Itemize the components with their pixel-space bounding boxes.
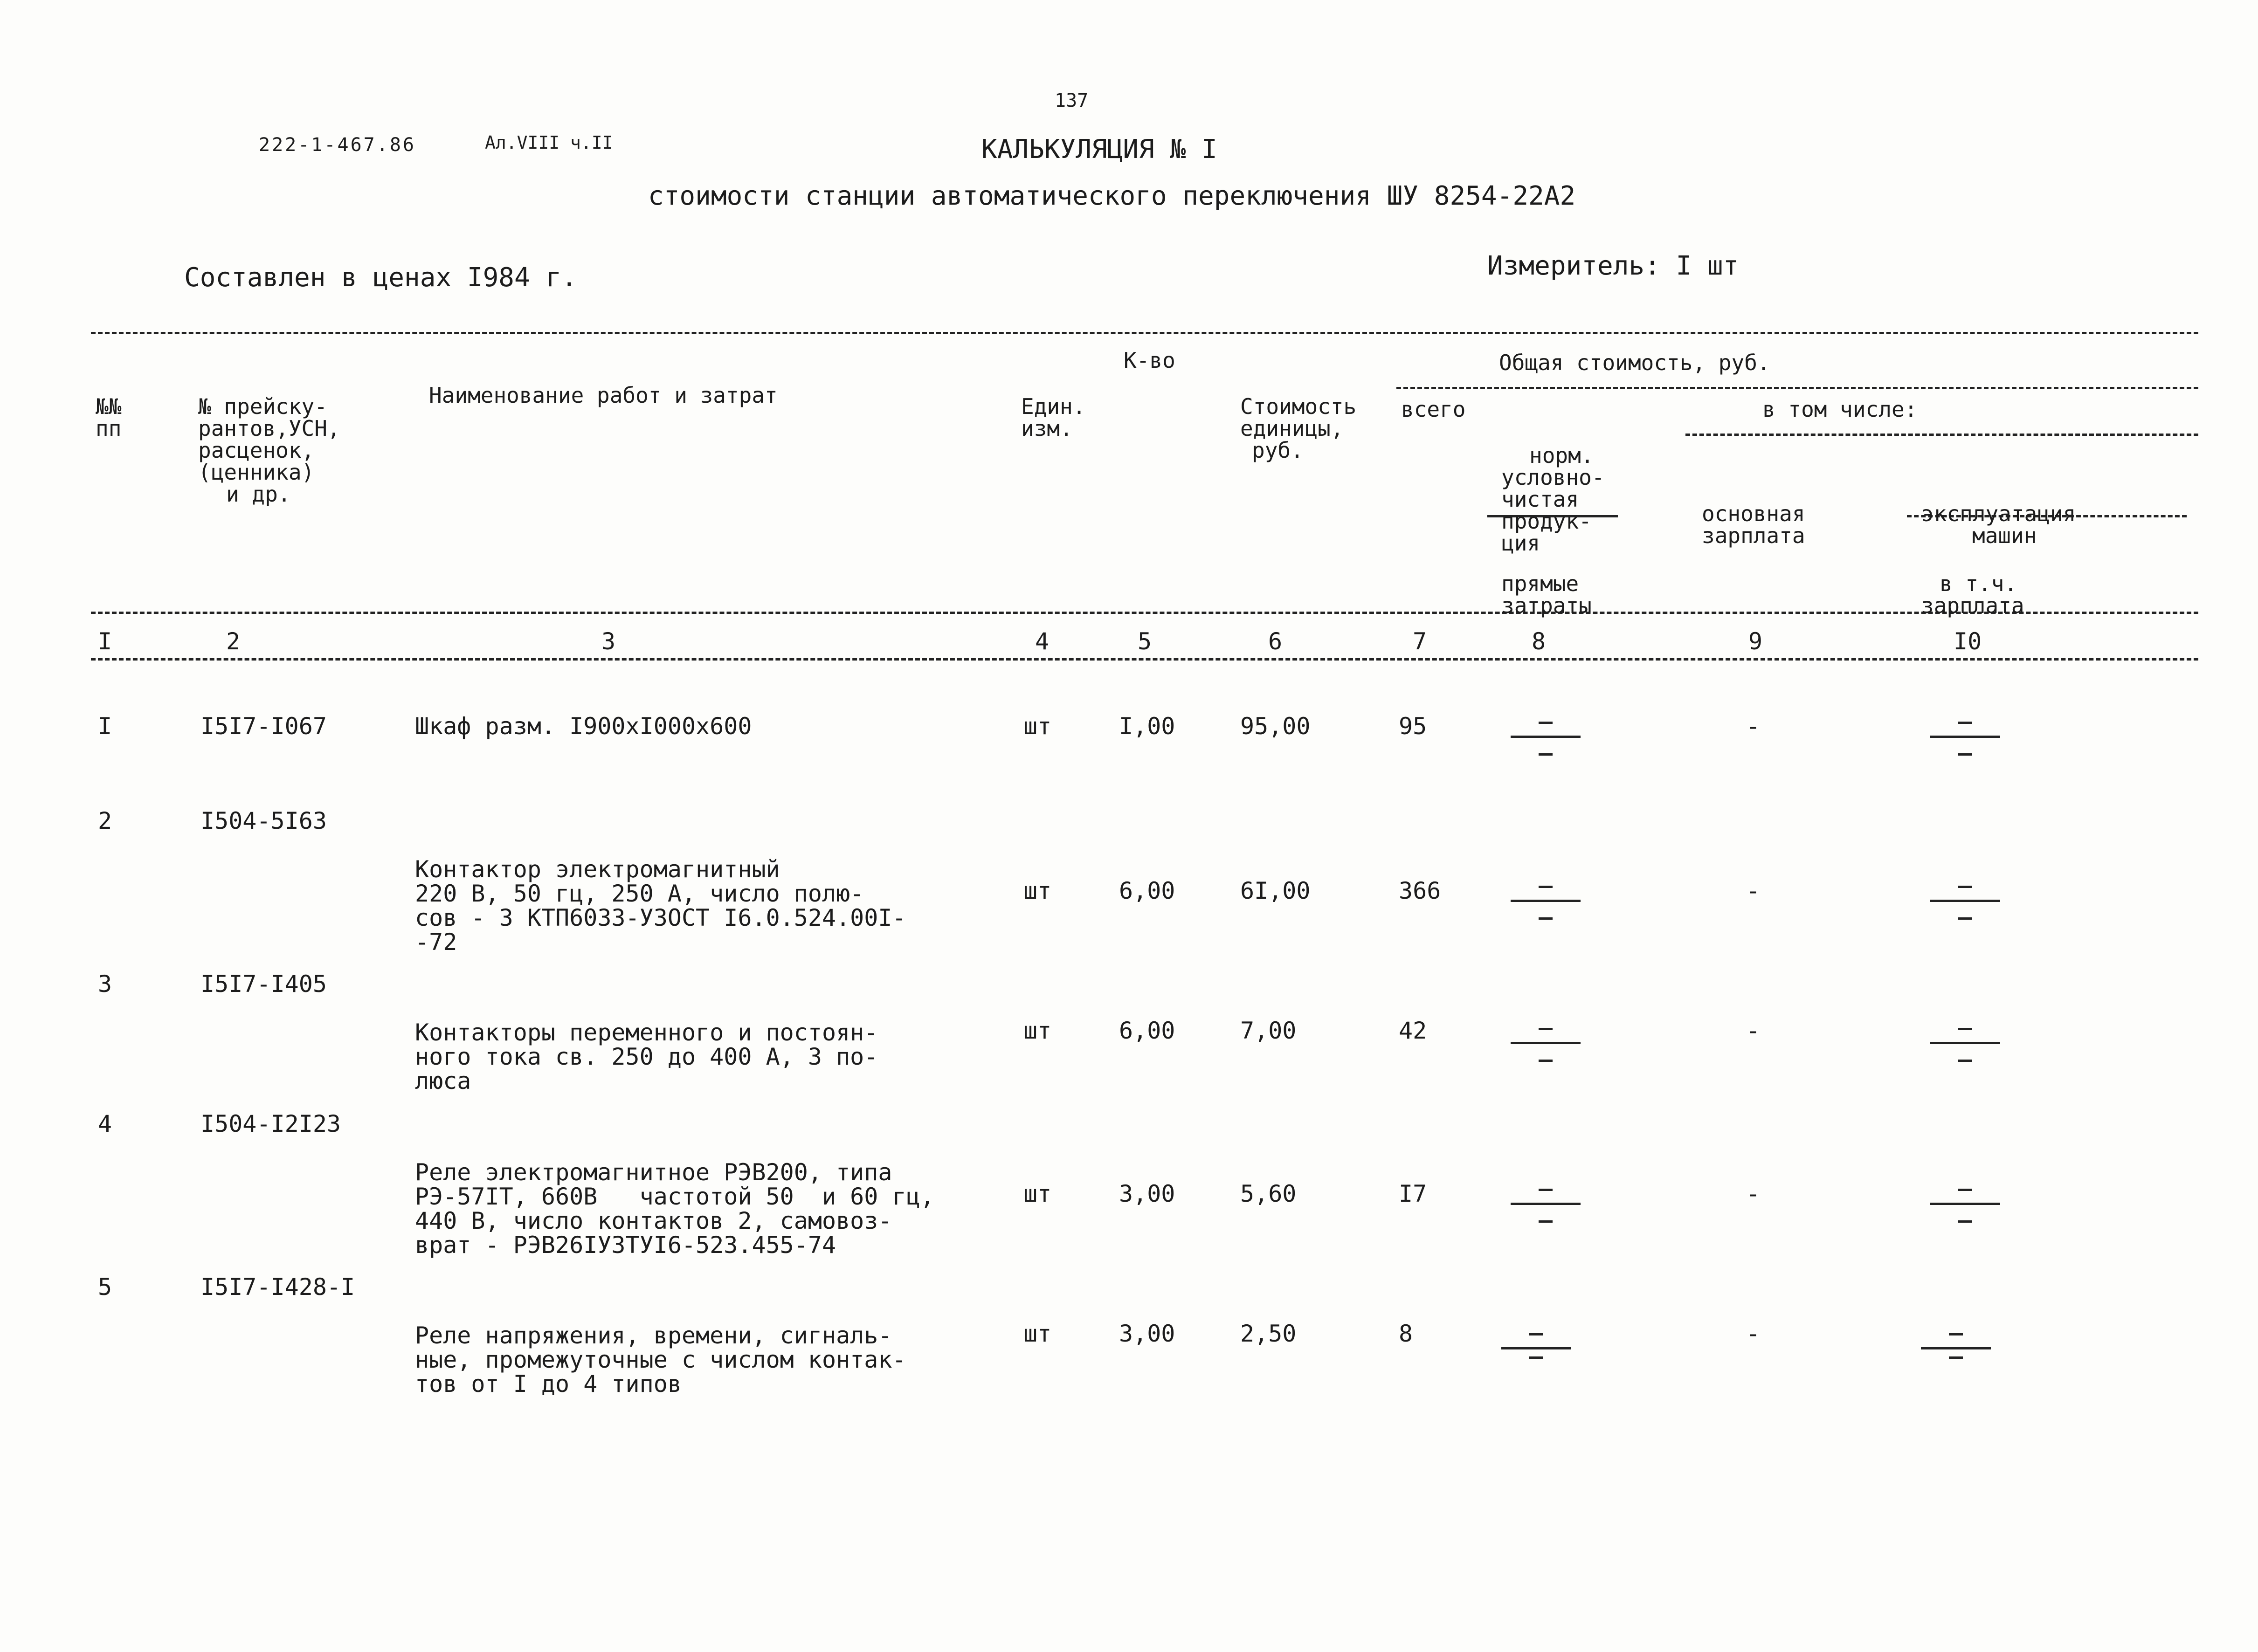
column-number: 6 xyxy=(1268,628,1283,655)
header-col9: основная зарплата xyxy=(1702,501,1805,548)
total-cost-rule xyxy=(1396,387,2198,389)
row-name: Контакторы переменного и постоян- ного тока св. 250 до 400 А, 3 по- люса xyxy=(415,1019,878,1094)
column-number: 3 xyxy=(601,628,616,655)
row-name: Реле электромагнитное РЭВ200, типа РЭ-57IТ, 660В частотой 50 и 60 гц, 440 В, число контактов 2, самовоз- врат - РЭВ26IУ3ТУI6-523.455-74 xyxy=(415,1159,934,1259)
row-qty: I,00 xyxy=(1119,713,1175,740)
row-name: Реле напряжения, времени, сигналь- ные, промежуточные с числом контак- тов от I до 4 типов xyxy=(415,1322,906,1397)
header-col10: эксплуатация машин xyxy=(1921,501,2076,548)
column-number: 5 xyxy=(1138,628,1152,655)
header-col8-sub: прямые затраты xyxy=(1501,571,1592,618)
row-unit: шт xyxy=(1023,1320,1052,1347)
row-qty: 3,00 xyxy=(1119,1180,1175,1207)
header-bottom-rule xyxy=(91,612,2198,614)
row-unit: шт xyxy=(1023,1017,1052,1044)
row-number: 4 xyxy=(98,1110,112,1137)
row-col8-dash xyxy=(1501,1333,1571,1384)
row-col9: - xyxy=(1746,1017,1761,1044)
measure-unit: Измеритель: I шт xyxy=(1487,251,1739,281)
header-col6: Стоимость единицы, руб. xyxy=(1240,394,1357,463)
row-number: 3 xyxy=(98,971,112,998)
header-col5: К-во xyxy=(1124,348,1175,373)
header-col1: №№ пп xyxy=(96,394,122,441)
header-col4: Един. изм. xyxy=(1021,394,1086,441)
column-number: 7 xyxy=(1413,628,1427,655)
row-name: Контактор электромагнитный 220 В, 50 гц, 250 А, число полю- сов - 3 КТП6033-У3ОСТ I6.0.524.00I- -72 xyxy=(415,856,906,956)
header-total-cost: Общая стоимость, руб. xyxy=(1499,350,1770,375)
header-col2: № прейску- рантов,УСН, расценок, (ценника) и др. xyxy=(198,394,340,507)
row-col8-dash xyxy=(1511,722,1581,773)
row-code: I504-5I63 xyxy=(200,807,327,834)
row-col9: - xyxy=(1746,713,1761,740)
row-unit: шт xyxy=(1023,713,1052,740)
row-col8-dash xyxy=(1511,1189,1581,1240)
header-col3: Наименование работ и затрат xyxy=(429,383,778,408)
row-price: 2,50 xyxy=(1240,1320,1297,1347)
row-qty: 6,00 xyxy=(1119,1017,1175,1044)
row-col10-dash xyxy=(1930,1189,2000,1240)
row-price: 6I,00 xyxy=(1240,877,1311,904)
row-code: I504-I2I23 xyxy=(200,1110,341,1137)
including-rule xyxy=(1685,434,2198,436)
row-code: I5I7-I405 xyxy=(200,971,327,998)
row-price: 5,60 xyxy=(1240,1180,1297,1207)
row-total: I7 xyxy=(1399,1180,1427,1207)
row-col10-dash xyxy=(1930,886,2000,937)
row-unit: шт xyxy=(1023,1180,1052,1207)
row-col10-dash xyxy=(1921,1333,1991,1384)
column-number: I xyxy=(98,628,112,655)
row-total: 8 xyxy=(1399,1320,1413,1347)
row-col9: - xyxy=(1746,877,1761,904)
row-col10-dash xyxy=(1930,1028,2000,1079)
row-name: Шкаф разм. I900xI000x600 xyxy=(415,713,752,740)
row-number: 2 xyxy=(98,807,112,834)
column-number: 9 xyxy=(1748,628,1763,655)
table-top-rule xyxy=(91,332,2198,334)
document-code: 222-1-467.86 xyxy=(259,134,416,156)
page-title: КАЛЬКУЛЯЦИЯ № I xyxy=(981,134,1217,165)
header-col10-sub: в т.ч. зарплата xyxy=(1921,571,2024,618)
header-including: в том числе: xyxy=(1762,397,1918,422)
row-col9: - xyxy=(1746,1180,1761,1207)
row-price: 95,00 xyxy=(1240,713,1311,740)
row-total: 366 xyxy=(1399,877,1441,904)
page-number: 137 xyxy=(1055,90,1089,111)
row-col8-dash xyxy=(1511,1028,1581,1079)
row-col8-dash xyxy=(1511,886,1581,937)
row-col9: - xyxy=(1746,1320,1761,1347)
column-number: 8 xyxy=(1532,628,1546,655)
row-code: I5I7-I428-I xyxy=(200,1273,355,1301)
row-number: I xyxy=(98,713,112,740)
row-number: 5 xyxy=(98,1273,112,1301)
row-price: 7,00 xyxy=(1240,1017,1297,1044)
row-total: 42 xyxy=(1399,1017,1427,1044)
album-reference: Ал.VIII ч.II xyxy=(485,132,613,153)
row-code: I5I7-I067 xyxy=(200,713,327,740)
column-number: 2 xyxy=(226,628,241,655)
row-qty: 3,00 xyxy=(1119,1320,1175,1347)
column-number: 4 xyxy=(1035,628,1050,655)
row-unit: шт xyxy=(1023,877,1052,904)
header-col7: всего xyxy=(1401,397,1466,422)
header-col8: норм. условно- чистая продук- ция xyxy=(1501,443,1605,556)
row-total: 95 xyxy=(1399,713,1427,740)
price-basis: Составлен в ценах I984 г. xyxy=(184,262,577,293)
column-number: I0 xyxy=(1954,628,1982,655)
column-number-rule xyxy=(91,658,2198,661)
row-qty: 6,00 xyxy=(1119,877,1175,904)
row-col10-dash xyxy=(1930,722,2000,773)
page-subtitle: стоимости станции автоматического переключения ШУ 8254-22А2 xyxy=(648,181,1576,211)
